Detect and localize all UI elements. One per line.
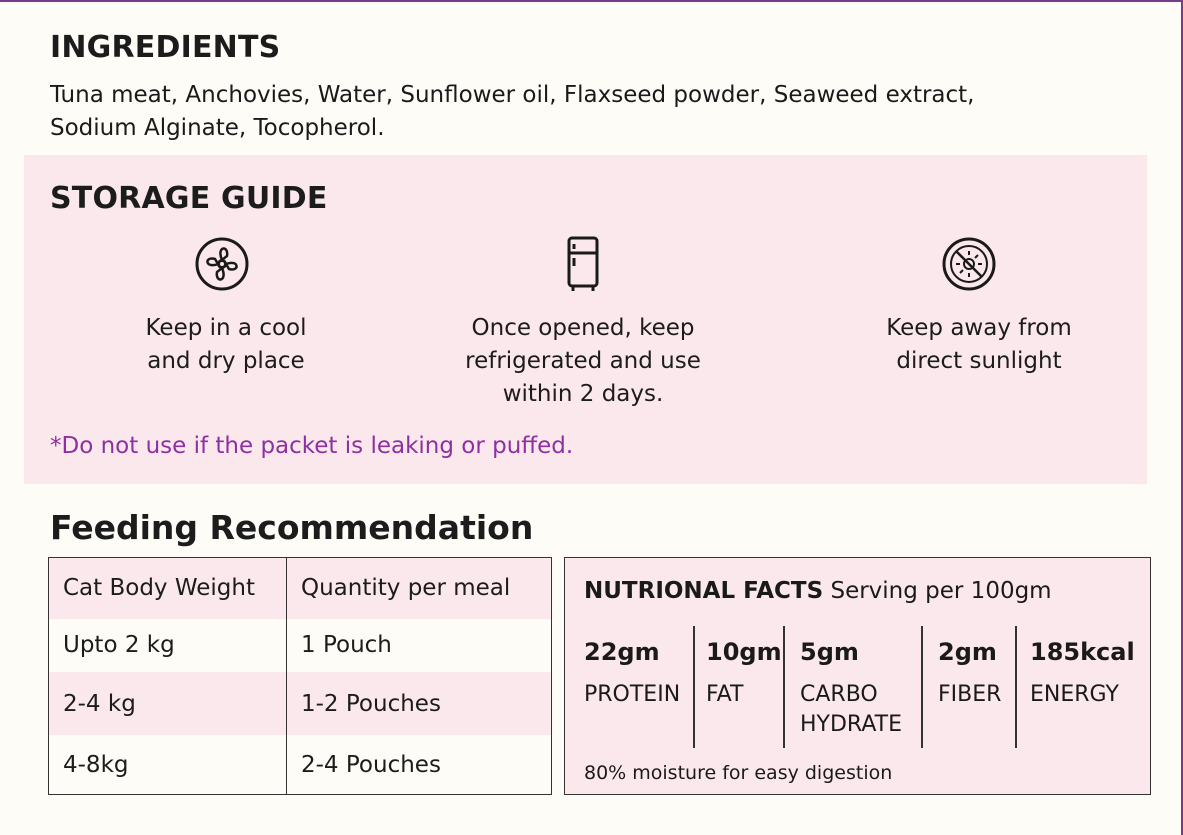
serving-size: Serving per 100gm [830,578,1052,604]
header-quantity-per-meal: Quantity per meal [287,558,552,619]
table-row [49,672,552,735]
fact-label: CARBO HYDRATE [800,682,902,737]
cell-quantity: 2-4 Pouches [301,751,441,778]
ingredients-section [50,30,1150,145]
nutritional-facts-title: NUTRIONAL FACTS [584,578,824,604]
feeding-table [48,557,552,795]
warning-note: *Do not use if the packet is leaking or puffed. [50,433,574,459]
frame-border-top [0,0,1183,2]
storage-guide-panel [24,155,1147,484]
ingredients-line-1: Tuna meat, Anchovies, Water, Sunflower oil, Flaxseed powder, Seaweed extract, [50,82,975,108]
table-row [49,735,552,794]
column-divider [693,626,695,748]
column-divider [1015,626,1017,748]
ingredients-text [50,79,1150,145]
table-row [49,619,552,672]
fact-amount: 10gm [706,638,782,666]
fact-amount: 185kcal [1030,638,1135,666]
fact-amount: 2gm [938,638,997,666]
fact-label: FAT [706,682,744,707]
fact-amount: 22gm [584,638,660,666]
storage-item-line: within 2 days. [502,381,664,407]
fact-label: FIBER [938,682,1002,707]
no-sunlight-icon [941,236,997,292]
cell-weight: 4-8kg [49,735,287,794]
header-cat-body-weight: Cat Body Weight [49,558,287,619]
cell-weight: 2-4 kg [49,672,287,735]
storage-item-line: and dry place [147,348,305,374]
storage-item-cool-dry [84,312,368,378]
nutritional-facts-panel [564,557,1151,795]
storage-item-line: direct sunlight [896,348,1062,374]
fact-amount: 5gm [800,638,859,666]
storage-item-line: Keep in a cool [145,315,307,341]
storage-item-line: Keep away from [886,315,1072,341]
ingredients-line-2: Sodium Alginate, Tocopherol. [50,115,385,141]
storage-item-refrigerate [423,312,743,411]
column-divider [783,626,785,748]
ingredients-title: INGREDIENTS [50,30,281,65]
fact-label: ENERGY [1030,682,1119,707]
storage-item-line: Once opened, keep [471,315,695,341]
storage-item-line: refrigerated and use [465,348,701,374]
column-divider [921,626,923,748]
cell-quantity: 1-2 Pouches [287,672,552,735]
nutritional-facts-header [584,578,1052,604]
feeding-recommendation-title: Feeding Recommendation [50,508,534,547]
table-header-row [49,558,552,619]
cell-quantity: 1 Pouch [301,632,392,659]
storage-guide-title: STORAGE GUIDE [50,181,328,216]
fan-icon [194,236,250,292]
moisture-footnote: 80% moisture for easy digestion [584,762,893,784]
fact-label: PROTEIN [584,682,681,707]
cell-weight: Upto 2 kg [49,619,287,672]
storage-item-no-sunlight [836,312,1122,378]
fridge-icon [555,236,611,292]
